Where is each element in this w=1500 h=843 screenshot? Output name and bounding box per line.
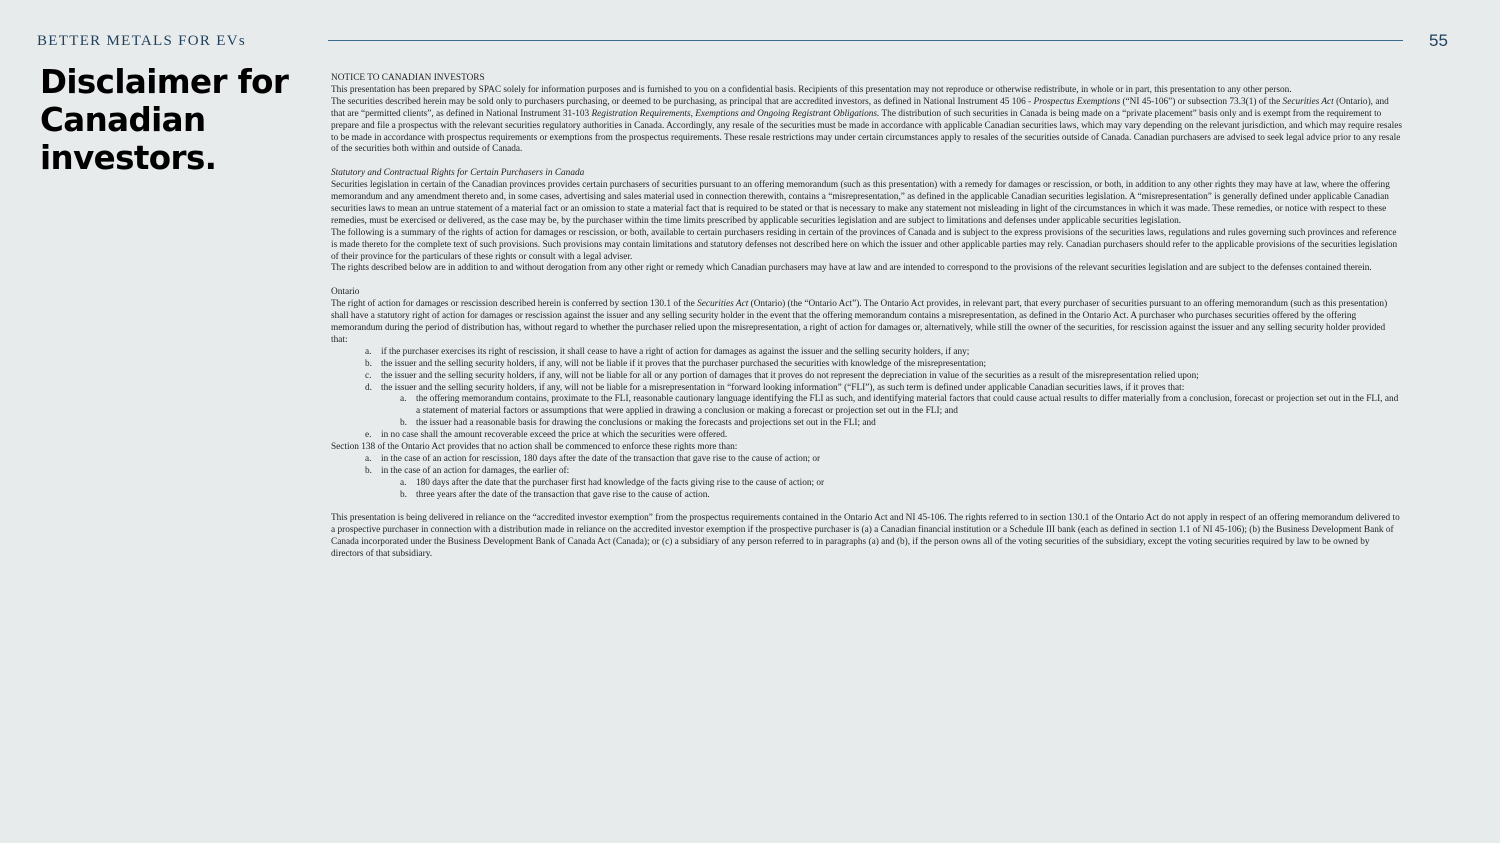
list-item-text: three years after the date of the transaction that gave rise to the cause of action.: [416, 489, 710, 500]
ontario-conditions-list: [331, 347, 1403, 442]
list-item: [331, 371, 1403, 383]
header-divider: [328, 40, 1403, 41]
list-item: [331, 347, 1403, 359]
disclaimer-body: [331, 73, 1403, 561]
sub-list-item: [331, 490, 1403, 502]
page-title: [40, 63, 310, 177]
list-marker: b.: [365, 465, 372, 476]
sub-list-item: [331, 478, 1403, 490]
text-run: (Ontario) (the “Ontario Act”). The Ontario Act provides, in relevant part, that every purchaser of securities pursuant to an offering memorandum (such as this presentation) shall have a statutory right of action for damages or rescission against the issuer and any selling security holder in the event that the offering memorandum contains a misrepresentation, as defined in the Ontario Act. A purchaser who purchases securities offered by the offering memorandum during the period of distribution has, without regard to whether the purchaser relied upon the misrepresentation, a right of action for damages or, alternatively, while still the owner of the securities, for rescission against the issuer and any selling security holder provided that:: [331, 299, 1388, 345]
list-item-text: the issuer had a reasonable basis for drawing the conclusions or making the forecasts and projections set out in the FLI; and: [416, 418, 876, 429]
list-marker: a.: [400, 477, 407, 488]
list-item-text: the issuer and the selling security holders, if any, will not be liable if it proves that the purchaser purchased the securities with knowledge of the misrepresentation;: [381, 358, 987, 369]
page-title-line-3: investors.: [40, 139, 217, 177]
list-item-text: the offering memorandum contains, proximate to the FLI, reasonable cautionary language identifying the FLI as such, and identifying material factors that could cause actual results to differ materially from a conclusion, forecast or projection set out in the FLI, and a statement of material factors or assumptions that were applied in drawing a conclusion or making a forecast or projection set out in the FLI; and: [416, 394, 1399, 417]
accredited-investor-paragraph: This presentation is being delivered in reliance on the “accredited investor exemption” from the prospectus requirements contained in the Ontario Act and NI 45-106. The rights referred to in section 130.1 of the Ontario Act do not apply in respect of an offering memorandum delivered to a prospective purchaser in connection with a distribution made in reliance on the accredited investor exemption if the prospective purchaser is (a) a Canadian financial institution or a Schedule III bank (each as defined in section 1.1 of NI 45-106); (b) the Business Development Bank of Canada incorporated under the Business Development Bank of Canada Act (Canada); or (c) a subsidiary of any person referred to in paragraphs (a) and (b), if the person owns all of the voting securities of the subsidiary, except the voting securities required by law to be owned by directors of that subsidiary.: [331, 513, 1400, 560]
notice-heading: NOTICE TO CANADIAN INVESTORS: [331, 73, 485, 83]
list-marker: b.: [400, 489, 407, 500]
list-item-text: 180 days after the date that the purchaser first had knowledge of the facts giving rise to the cause of action; or: [416, 477, 825, 488]
notice-paragraph-1: This presentation has been prepared by SPAC solely for information purposes and is furnished to you on a confidential basis. Recipients of this presentation may not reproduce or otherwise redistribute, in whole or in part, this presentation to any other person.: [331, 84, 1292, 95]
italic-run: Securities Act: [697, 299, 749, 310]
text-run: The securities described herein may be sold only to purchasers purchasing, or deemed to be purchasing, as principal that are accredited investors, as defined in National Instrument 45 106 -: [331, 96, 1034, 107]
spacer: [331, 156, 1403, 168]
ontario-heading: Ontario: [331, 287, 360, 298]
list-marker: a.: [365, 453, 372, 464]
sub-list-item: [331, 394, 1403, 418]
italic-run: Registration Requirements, Exemptions and Ongoing Registrant Obligations.: [591, 108, 880, 119]
page-number: 55: [1429, 31, 1448, 50]
italic-run: Securities Act: [1282, 96, 1334, 107]
statutory-paragraph-2: The following is a summary of the rights of action for damages or rescission, or both, available to certain purchasers residing in certain of the provinces of Canada and is subject to the express provisions of the securities laws, regulations and rules governing such provinces and reference is made thereto for the complete text of such provisions. Such provisions may contain limitations and statutory defenses not described here on which the issuer and other applicable parties may rely. Canadian purchasers should refer to the applicable provisions of the securities legislation of their province for the particulars of these rights or consult with a legal adviser.: [331, 227, 1398, 262]
spacer: [331, 275, 1403, 287]
text-run: (“NI 45-106”) or subsection 73.3(1) of the: [1120, 96, 1283, 107]
list-item: [331, 454, 1403, 466]
statutory-paragraph-3: The rights described below are in addition to and without derogation from any other right or remedy which Canadian purchasers may have at law and are intended to correspond to the provisions of the relevant securities legislation and are subject to the defenses contained therein.: [331, 263, 1372, 274]
page-title-line-2: Canadian: [40, 101, 206, 139]
text-run: The distribution of such securities in Canada is being made on a “private placement” basis only and is exempt from the requirement to prepare and file a prospectus with the relevant securities regulatory authorities in Canada. Accordingly, any resale of the securities must be made in accordance with applicable Canadian securities laws, which may vary depending on the relevant jurisdiction, and which may require resales to be made in accordance with prospectus requirements or exemptions from the prospectus requirements. These resale restrictions may under certain circumstances apply to resales of the securities outside of Canada. Canadian purchasers are advised to seek legal advice prior to any resale of the securities both within and outside of Canada.: [331, 108, 1402, 155]
list-item: [331, 430, 1403, 442]
list-item: [331, 359, 1403, 371]
list-item-text: the issuer and the selling security holders, if any, will not be liable for a misrepresentation in “forward looking information” (“FLI”), as such term is defined under applicable Canadian securities laws, if it proves that:: [381, 382, 1185, 393]
list-item-text: the issuer and the selling security holders, if any, will not be liable for all or any portion of damages that it proves do not represent the depreciation in value of the securities as a result of the misrepresentation relied upon;: [381, 370, 1199, 381]
statutory-heading: Statutory and Contractual Rights for Certain Purchasers in Canada: [331, 168, 585, 179]
brand-header: BETTER METALS FOR EVs: [37, 33, 247, 49]
section-138-paragraph: Section 138 of the Ontario Act provides that no action shall be commenced to enforce these rights more than:: [331, 442, 738, 453]
text-run: (Ontario), and that are “permitted clients”, as defined in National Instrument 31-103: [331, 96, 1389, 119]
list-item: [331, 383, 1403, 395]
list-item: [331, 466, 1403, 478]
sub-list-item: [331, 418, 1403, 430]
list-marker: b.: [400, 418, 407, 429]
list-marker: a.: [400, 394, 407, 405]
list-marker: a.: [365, 346, 372, 357]
notice-paragraph-2: [331, 97, 1403, 157]
ontario-paragraph-1: [331, 299, 1403, 347]
list-marker: b.: [365, 358, 372, 369]
limitation-periods-list: [331, 454, 1403, 502]
list-marker: c.: [365, 370, 372, 381]
list-marker: e.: [365, 430, 372, 441]
page-title-line-1: Disclaimer for: [40, 63, 289, 101]
text-run: The right of action for damages or rescission described herein is conferred by section 130.1 of the: [331, 299, 698, 310]
list-item-text: if the purchaser exercises its right of rescission, it shall cease to have a right of action for damages as against the issuer and the selling security holders, if any;: [381, 346, 970, 357]
list-item-text: in the case of an action for rescission, 180 days after the date of the transaction that gave rise to the cause of action; or: [381, 453, 821, 464]
list-item-text: in no case shall the amount recoverable exceed the price at which the securities were offered.: [381, 430, 728, 441]
statutory-paragraph-1: Securities legislation in certain of the Canadian provinces provides certain purchasers of securities pursuant to an offering memorandum (such as this presentation) with a remedy for damages or rescission, or both, in addition to any other rights they may have at law, where the offering memorandum and any amendment thereto and, in some cases, advertising and sales material used in connection therewith, contains a “misrepresentation,” as defined in the applicable Canadian securities legislation. A “misrepresentation” is generally defined under applicable Canadian securities laws to mean an untrue statement of a material fact or an omission to state a material fact that is required to be stated or that is necessary to make any statement not misleading in light of the circumstances in which it was made. These remedies, or notice with respect to these remedies, must be exercised or delivered, as the case may be, by the purchaser within the time limits prescribed by applicable securities legislation and are subject to limitations and defenses under applicable securities legislation.: [331, 180, 1390, 226]
list-item-text: in the case of an action for damages, the earlier of:: [381, 465, 570, 476]
list-marker: d.: [365, 382, 372, 393]
italic-run: Prospectus Exemptions: [1033, 96, 1121, 107]
spacer: [331, 502, 1403, 514]
